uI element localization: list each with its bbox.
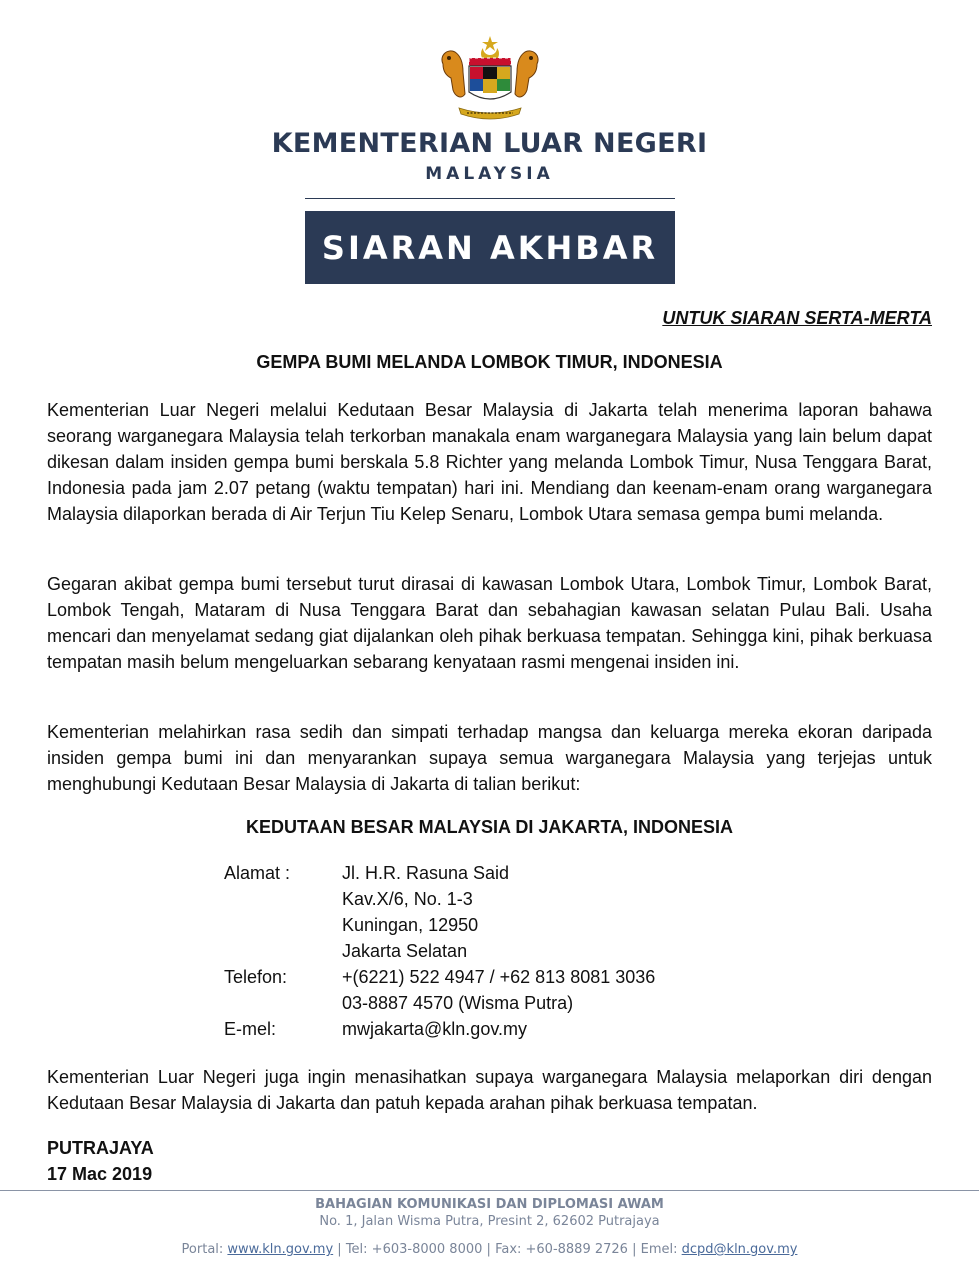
phone-line: 03-8887 4570 (Wisma Putra) [342, 993, 574, 1013]
header-divider [305, 198, 675, 199]
footer-email-link[interactable]: dcpd@kln.gov.my [681, 1242, 798, 1257]
ministry-name: KEMENTERIAN LUAR NEGERI [271, 128, 708, 159]
place-name: PUTRAJAYA [47, 1138, 154, 1158]
separator: | [486, 1242, 491, 1257]
ministry-country: MALAYSIA [425, 164, 554, 184]
separator: | [337, 1242, 342, 1257]
footer-address: No. 1, Jalan Wisma Putra, Presint 2, 62602 Putrajaya [319, 1214, 660, 1229]
separator: | [632, 1242, 637, 1257]
phone-line: +(6221) 522 4947 / +62 813 8081 3036 [342, 967, 656, 987]
email-label: E-mel: [224, 1019, 277, 1039]
address-row [224, 860, 655, 964]
email-row [224, 1016, 655, 1042]
address-line: Jakarta Selatan [342, 941, 468, 961]
contact-heading: KEDUTAAN BESAR MALAYSIA DI JAKARTA, INDONESIA [245, 817, 734, 837]
phone-row [224, 964, 655, 1016]
paragraph-3: Kementerian melahirkan rasa sedih dan simpati terhadap mangsa dan keluarga mereka ekoran daripada insiden gempa bumi ini dan menyarankan supaya semua warganegara Malaysia yang terjejas untuk menghubungi Kedutaan Besar Malaysia di Jakarta di talian berikut: [47, 722, 932, 794]
phone-label: Telefon: [224, 967, 288, 987]
portal-link[interactable]: www.kln.gov.my [227, 1242, 334, 1257]
closing-block [47, 1135, 154, 1187]
paragraph-1: Kementerian Luar Negeri melalui Kedutaan Besar Malaysia di Jakarta telah menerima laporan bahawa seorang warganegara Malaysia telah terkorban manakala enam warganegara Malaysia yang lain belum dapat dikesan dalam insiden gempa bumi berskala 5.8 Richter yang melanda Lombok Timur, Nusa Tenggara Barat, Indonesia pada jam 2.07 petang (waktu tempatan) hari ini. Mendiang dan keenam-enam orang warganegara Malaysia dilaporkan berada di Air Terjun Tiu Kelep Senaru, Lombok Utara semasa gempa bumi melanda. [47, 400, 932, 524]
paragraph-4: Kementerian Luar Negeri juga ingin menasihatkan supaya warganegara Malaysia melaporkan diri dengan Kedutaan Besar Malaysia di Jakarta dan patuh kepada arahan pihak berkuasa tempatan. [47, 1067, 932, 1113]
paragraph-2: Gegaran akibat gempa bumi tersebut turut dirasai di kawasan Lombok Utara, Lombok Timur, Lombok Barat, Lombok Tengah, Mataram di Nusa Tenggara Barat dan sebahagian kawasan selatan Pulau Bali. Usaha mencari dan menyelamat sedang giat dijalankan oleh pihak berkuasa tempatan. Sehingga kini, pihak berkuasa tempatan masih belum mengeluarkan sebarang kenyataan rasmi mengenai insiden ini. [47, 574, 932, 672]
address-line: Jl. H.R. Rasuna Said [342, 863, 510, 883]
footer-tel: Tel: +603-8000 8000 [345, 1242, 483, 1257]
malaysia-coat-of-arms-icon [433, 34, 547, 120]
headline: GEMPA BUMI MELANDA LOMBOK TIMUR, INDONESIA [256, 352, 723, 372]
email-label: Emel: [640, 1242, 678, 1257]
press-release-banner: SIARAN AKHBAR [305, 211, 675, 284]
footer-fax: Fax: +60-8889 2726 [495, 1242, 628, 1257]
portal-label: Portal: [181, 1242, 224, 1257]
footer-department: BAHAGIAN KOMUNIKASI DAN DIPLOMASI AWAM [315, 1197, 664, 1212]
address-label: Alamat : [224, 863, 291, 883]
address-line: Kav.X/6, No. 1-3 [342, 889, 473, 909]
footer-divider [0, 1190, 979, 1191]
release-tag: UNTUK SIARAN SERTA-MERTA [662, 308, 932, 328]
contact-details [224, 860, 655, 1042]
footer-contacts [0, 1242, 979, 1257]
email-value: mwjakarta@kln.gov.my [342, 1019, 527, 1039]
address-line: Kuningan, 12950 [342, 915, 479, 935]
release-date: 17 Mac 2019 [47, 1164, 153, 1184]
